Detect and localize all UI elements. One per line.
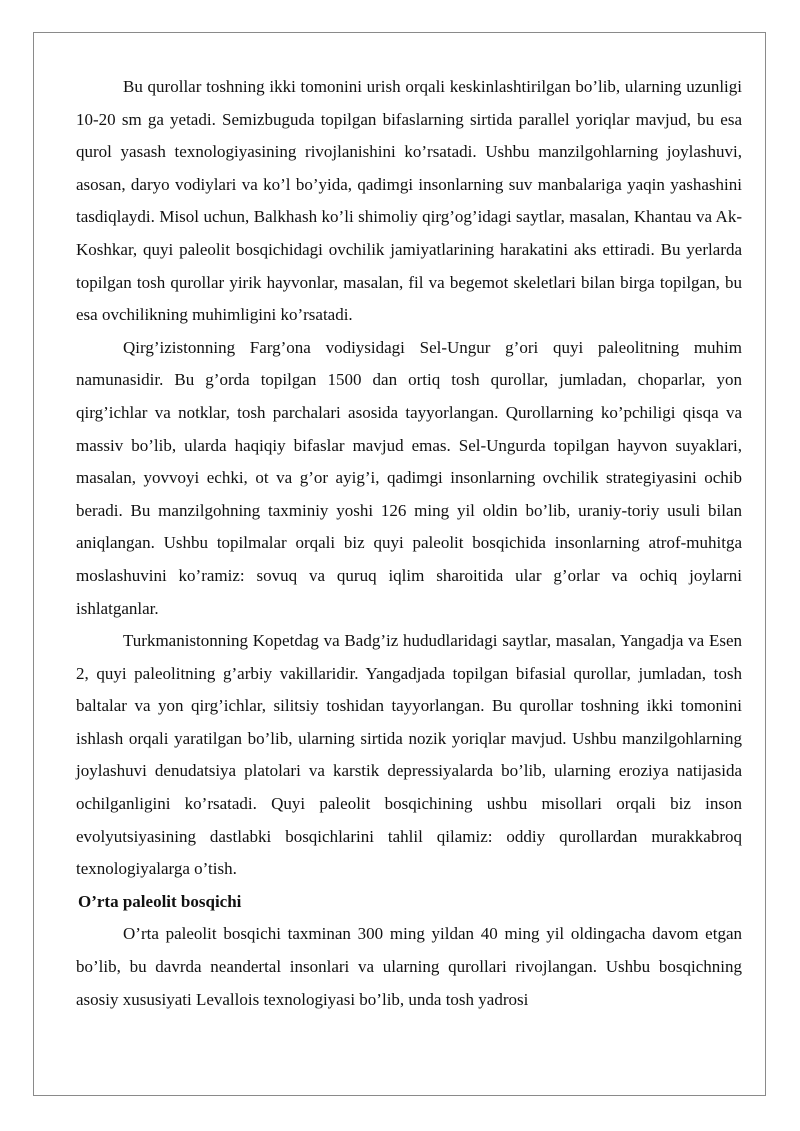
section-heading: O’rta paleolit bosqichi	[78, 891, 242, 911]
document-body	[76, 71, 742, 1016]
paragraph-middle-paleolithic: O’rta paleolit bosqichi taxminan 300 ming yildan 40 ming yil oldingacha davom etgan bo’lib, bu davrda neandertal insonlari va ularning qurollari rivojlangan. Ushbu bosqichning asosiy xususiyati Levallois texnologiyasi bo’lib, unda tosh yadrosi	[76, 924, 742, 1009]
paragraph-turkmenistan: Turkmanistonning Kopetdag va Badg’iz hududlaridagi saytlar, masalan, Yangadja va Esen 2, quyi paleolitning g’arbiy vakillaridir. Yangadjada topilgan bifasial qurollar, jumladan, tosh baltalar va yon qirg’ichlar, silitsiy toshidan tayyorlangan. Bu qurollar toshning ikki tomonini ishlash orqali yaratilgan bo’lib, ularning sirtida nozik yoriqlar mavjud. Ushbu manzilgohlarning joylashuvi denudatsiya platolari va karstik depressiyalarda bo’lib, ularning eroziya natijasida ochilganligini ko’rsatadi. Quyi paleolit bosqichining ushbu misollari orqali biz inson evolyutsiyasining dastlabki bosqichlarini tahlil qilamiz: oddiy qurollardan murakkabroq texnologiyalarga o’tish.	[76, 631, 742, 879]
paragraph-sel-ungur: Qirg’izistonning Farg’ona vodiysidagi Sel-Ungur g’ori quyi paleolitning muhim namunasidir. Bu g’orda topilgan 1500 dan ortiq tosh qurollar, jumladan, choparlar, yon qirg’ichlar va notklar, tosh parchalari asosida tayyorlangan. Qurollarning ko’pchiligi qisqa va massiv bo’lib, ularda haqiqiy bifaslar mavjud emas. Sel-Ungurda topilgan hayvon suyaklari, masalan, yovvoyi echki, ot va g’or ayig’i, qadimgi insonlarning ovchilik strategiyasini ochib beradi. Bu manzilgohning taxminiy yoshi 126 ming yil oldin bo’lib, uraniy-toriy usuli bilan aniqlangan. Ushbu topilmalar orqali biz quyi paleolit bosqichida insonlarning atrof-muhitga moslashuvini ko’ramiz: sovuq va quruq iqlim sharoitida ular g’orlar va ochiq joylarni ishlatganlar.	[76, 337, 742, 618]
paragraph-bifaces: Bu qurollar toshning ikki tomonini urish orqali keskinlashtirilgan bo’lib, ularning uzunligi 10-20 sm ga yetadi. Semizbuguda topilgan bifaslarning sirtida parallel yoriqlar mavjud, bu esa qurol yasash texnologiyasining rivojlanishini ko’rsatadi. Ushbu manzilgohlarning joylashuvi, asosan, daryo vodiylari va ko’l bo’yida, qadimgi insonlarning suv manbalariga yaqin yashashini tasdiqlaydi. Misol uchun, Balkhash ko’li shimoliy qirg’og’idagi saytlar, masalan, Khantau va Ak-Koshkar, quyi paleolit bosqichidagi ovchilik jamiyatlarining harakatini aks ettiradi. Bu yerlarda topilgan tosh qurollar yirik hayvonlar, masalan, fil va begemot skeletlari bilan birga topilgan, bu esa ovchilikning muhimligini ko’rsatadi.	[76, 77, 742, 325]
